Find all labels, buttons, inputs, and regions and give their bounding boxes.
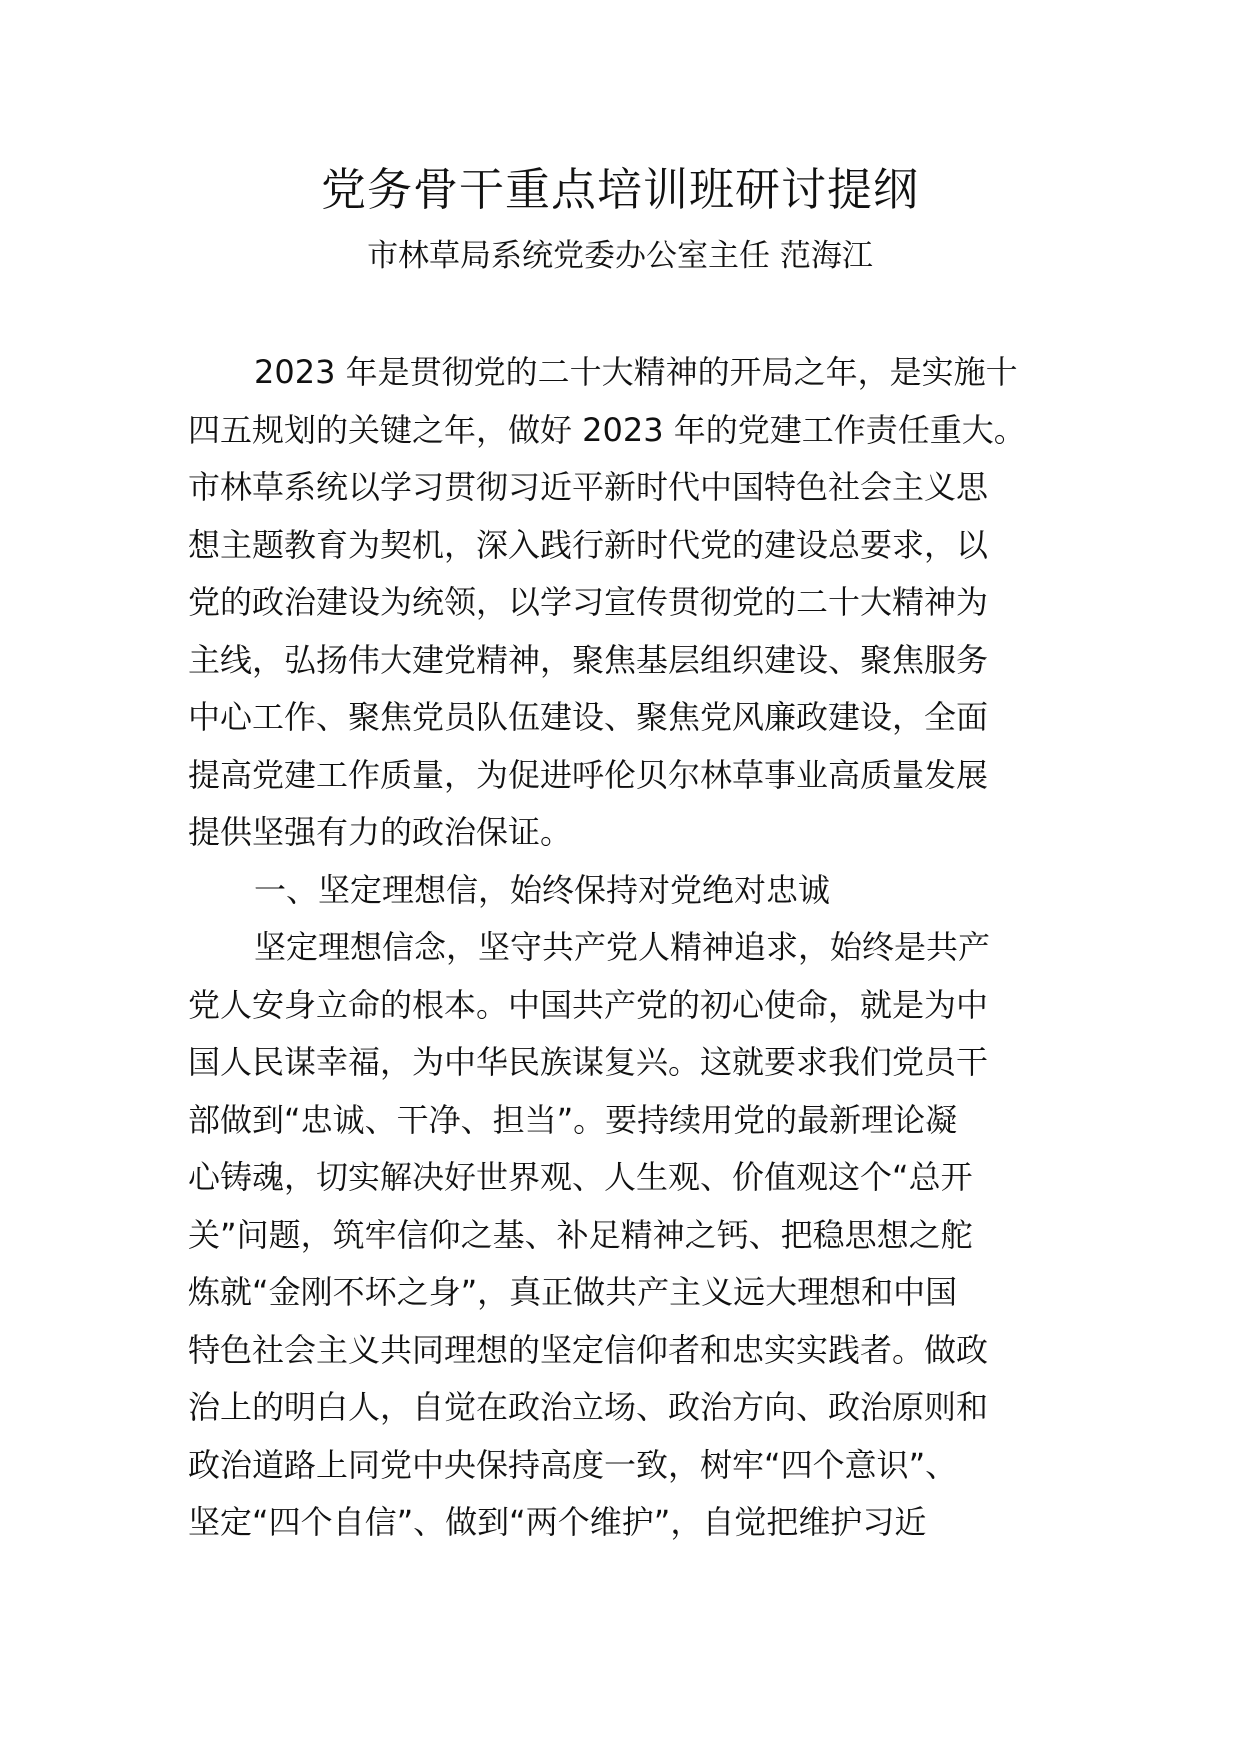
paragraph-line: 中心工作、聚焦党员队伍建设、聚焦党风廉政建设，全面 (188, 698, 989, 736)
paragraph-line: 心铸魂，切实解决好世界观、人生观、价值观这个“总开 (188, 1158, 973, 1196)
paragraph-line: 坚定“四个自信”、做到“两个维护”，自觉把维护习近 (188, 1503, 927, 1541)
paragraph-line: 部做到“忠诚、干净、担当”。要持续用党的最新理论凝 (188, 1100, 958, 1139)
paragraph-line: 治上的明白人，自觉在政治立场、政治方向、政治原则和 (188, 1388, 989, 1426)
paragraph-line: 市林草系统以学习贯彻习近平新时代中国特色社会主义思 (188, 468, 989, 506)
paragraph-line: 特色社会主义共同理想的坚定信仰者和忠实实践者。做政 (188, 1330, 989, 1369)
paragraph-line: 炼就“金刚不坏之身”，真正做共产主义远大理想和中国 (188, 1273, 958, 1311)
paragraph-line: 想主题教育为契机，深入践行新时代党的建设总要求，以 (188, 525, 989, 564)
paragraph-line: 提高党建工作质量，为促进呼伦贝尔林草事业高质量发展 (188, 755, 989, 794)
paragraph-line: 提供坚强有力的政治保证。 (188, 813, 573, 851)
paragraph-line: 四五规划的关键之年，做好 2023 年的党建工作责任重大。 (188, 410, 1026, 449)
paragraph-line: 党人安身立命的根本。中国共产党的初心使命，就是为中 (188, 985, 989, 1024)
paragraph-line: 关”问题，筑牢信仰之基、补足精神之钙、把稳思想之舵 (188, 1215, 973, 1254)
document-title: 党务骨干重点培训班研讨提纲 (320, 163, 919, 216)
document-body (188, 344, 1058, 1552)
paragraph-line: 国人民谋幸福，为中华民族谋复兴。这就要求我们党员干 (188, 1043, 989, 1081)
paragraph-line: 主线，弘扬伟大建党精神，聚焦基层组织建设、聚焦服务 (188, 640, 989, 679)
paragraph-line: 坚定理想信念，坚守共产党人精神追求，始终是共产 (254, 928, 991, 966)
paragraph-line: 政治道路上同党中央保持高度一致，树牢“四个意识”、 (188, 1445, 958, 1484)
paragraph-line: 党的政治建设为统领，以学习宣传贯彻党的二十大精神为 (188, 583, 989, 621)
paragraph-line: 2023 年是贯彻党的二十大精神的开局之年，是实施十 (254, 353, 1018, 391)
document-author-line: 市林草局系统党委办公室主任 范海江 (367, 238, 873, 274)
section-heading: 一、坚定理想信，始终保持对党绝对忠诚 (254, 870, 831, 909)
